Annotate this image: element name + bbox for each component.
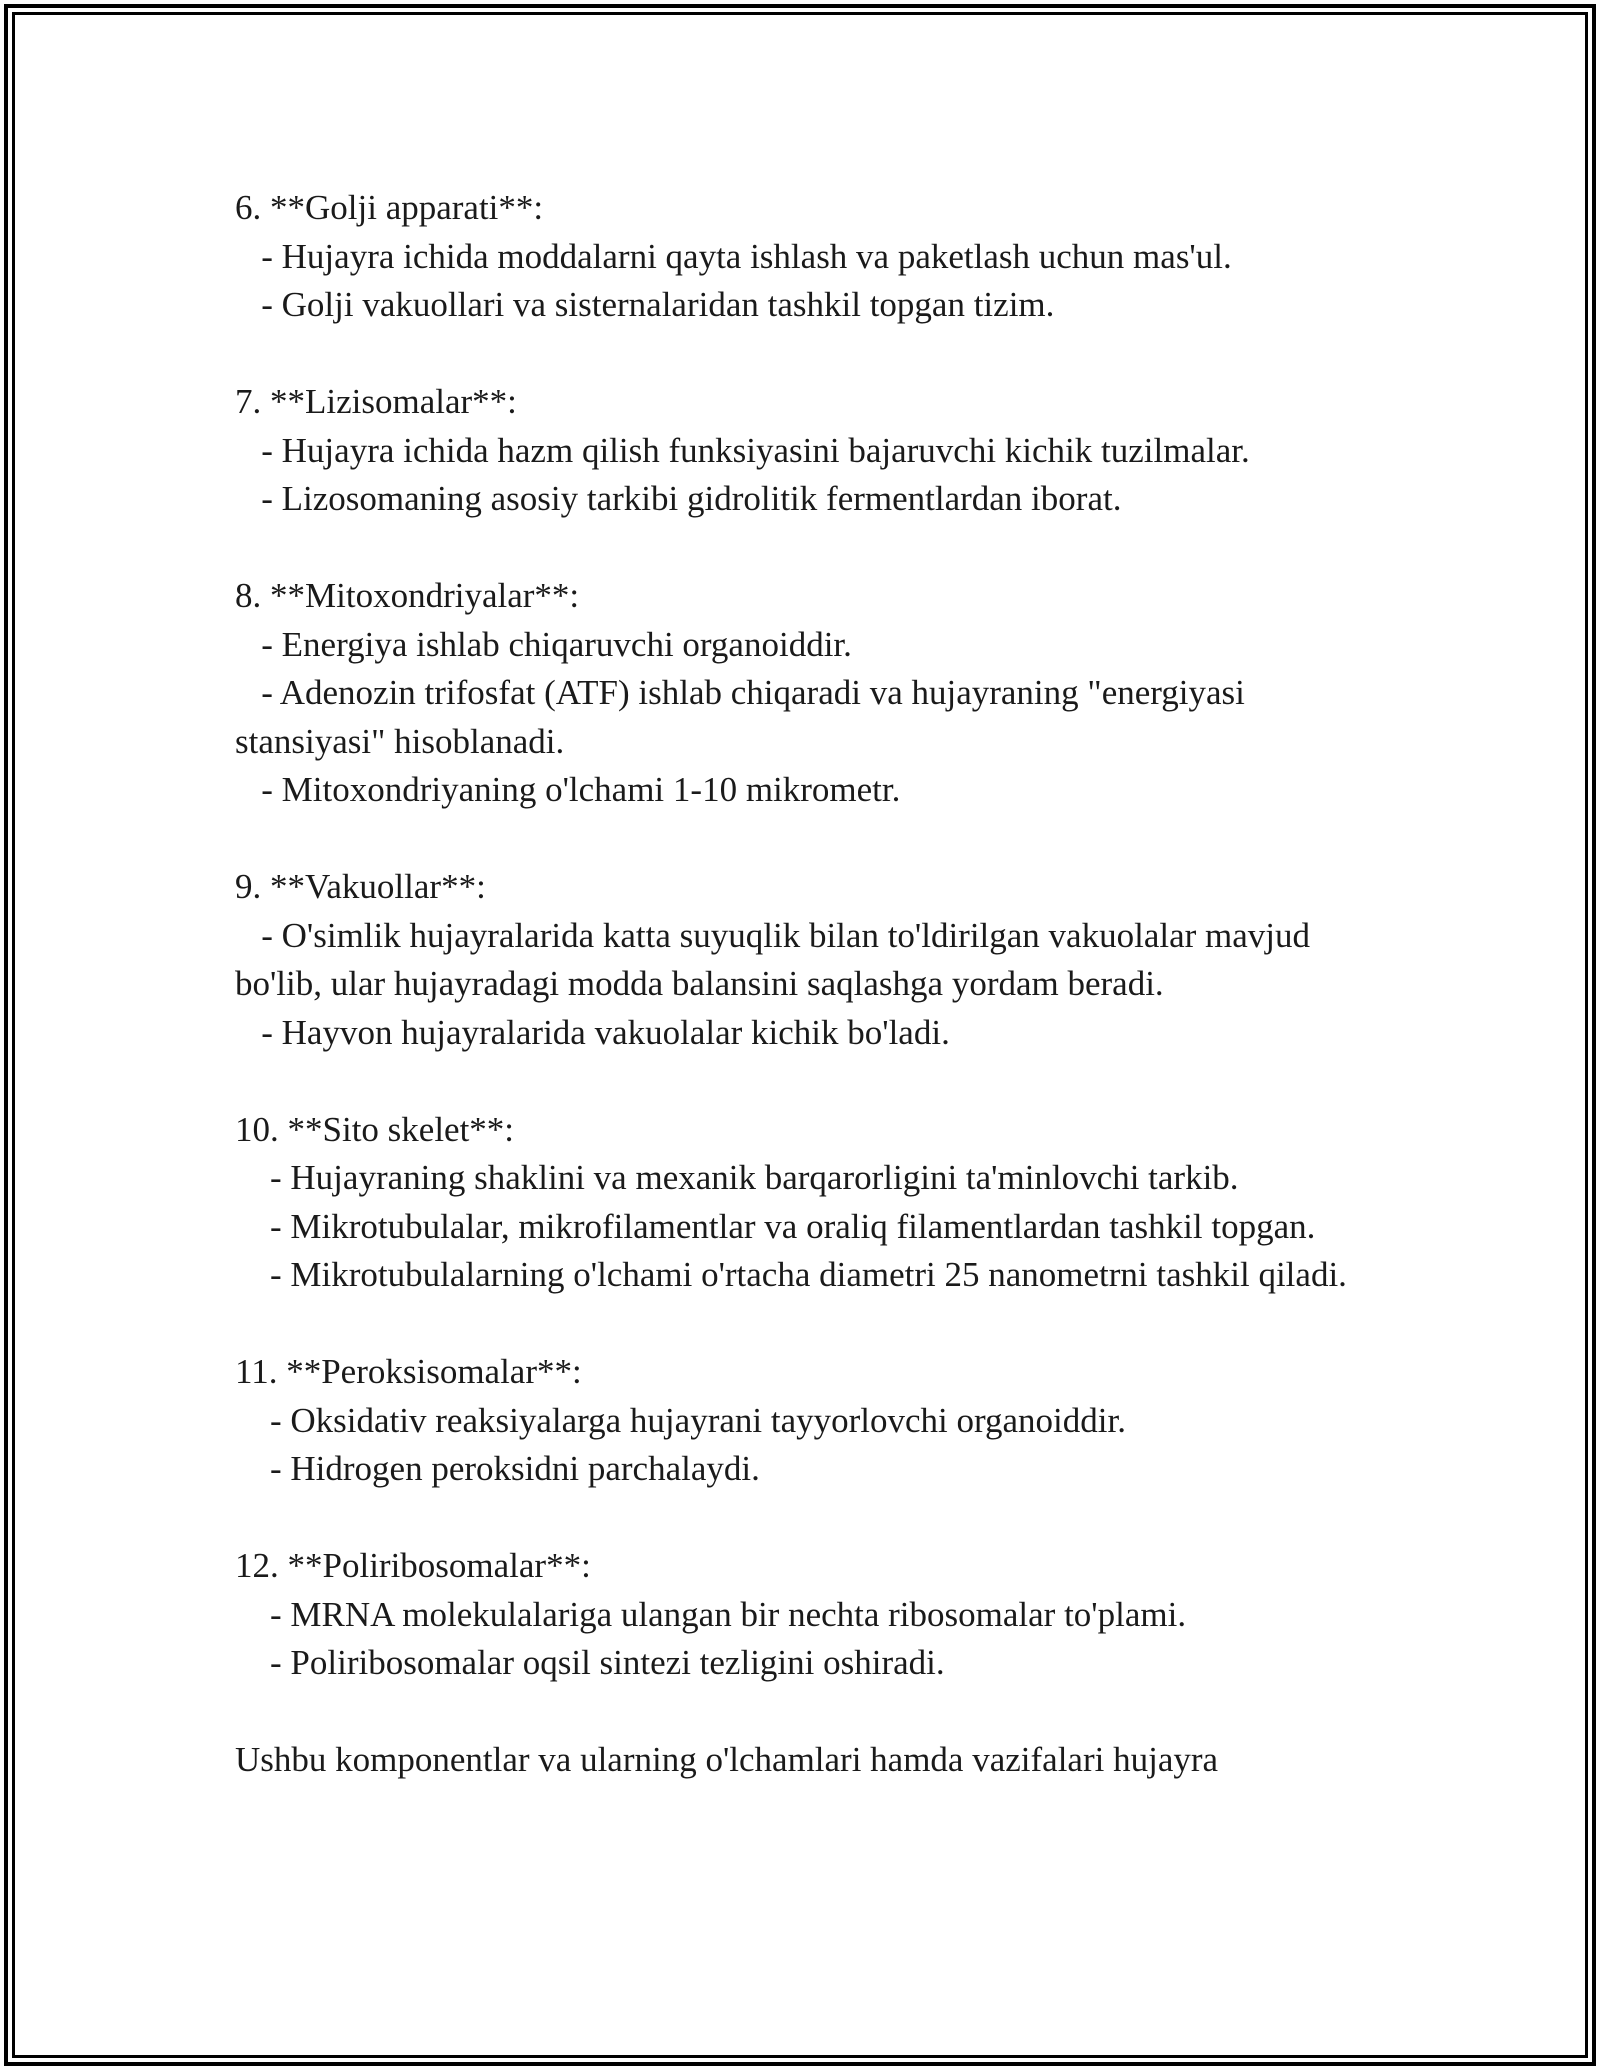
section-heading: 9. **Vakuollar**: [235,867,486,906]
bullet-line: - Hayvon hujayralarida vakuolalar kichik bo'ladi. [235,1012,950,1052]
bullet-line: - Adenozin trifosfat (ATF) ishlab chiqaradi va hujayraning "energiyasi stansiyasi" hisoblanadi. [235,673,1254,761]
bullet-line: - Mikrotubulalar, mikrofilamentlar va oraliq filamentlardan tashkil topgan. [235,1206,1316,1246]
section-golji [235,184,1375,330]
bullet-line: - Hidrogen peroksidni parchalaydi. [235,1449,760,1488]
section-heading: 6. **Golji apparati**: [235,188,544,227]
bullet-line: - Energiya ishlab chiqaruvchi organoiddir. [235,624,852,664]
section-mitoxondriyalar [235,572,1375,815]
document-body [235,184,1375,1785]
section-heading: 8. **Mitoxondriyalar**: [235,576,580,615]
bullet-line: - Hujayra ichida moddalarni qayta ishlash va paketlash uchun mas'ul. [235,236,1232,276]
bullet-line: - Oksidativ reaksiyalarga hujayrani tayyorlovchi organoiddir. [235,1400,1126,1440]
section-sito-skelet [235,1106,1375,1300]
section-poliribosomalar [235,1542,1375,1688]
bullet-line: - Hujayra ichida hazm qilish funksiyasini bajaruvchi kichik tuzilmalar. [235,430,1250,470]
bullet-line: - MRNA molekulalariga ulangan bir nechta ribosomalar to'plami. [235,1594,1187,1634]
section-lizisomalar [235,378,1375,524]
section-heading: 7. **Lizisomalar**: [235,382,517,421]
bullet-line: - Golji vakuollari va sisternalaridan tashkil topgan tizim. [235,285,1055,324]
bullet-line: - Poliribosomalar oqsil sintezi tezligini oshiradi. [235,1643,945,1682]
bullet-line: - Mitoxondriyaning o'lchami 1-10 mikrometr. [235,770,901,809]
section-vakuollar [235,863,1375,1057]
section-heading: 12. **Poliribosomalar**: [235,1546,591,1585]
bullet-line: - Lizosomaning asosiy tarkibi gidrolitik fermentlardan iborat. [235,479,1122,518]
bullet-line: - Mikrotubulalarning o'lchami o'rtacha diametri 25 nanometrni tashkil qiladi. [235,1255,1347,1294]
section-peroksisomalar [235,1348,1375,1494]
section-heading: 11. **Peroksisomalar**: [235,1352,582,1391]
section-heading: 10. **Sito skelet**: [235,1109,515,1149]
summary-paragraph: Ushbu komponentlar va ularning o'lchamlari hamda vazifalari hujayra [235,1740,1219,1779]
bullet-line: - Hujayraning shaklini va mexanik barqarorligini ta'minlovchi tarkib. [235,1158,1239,1197]
bullet-line: - O'simlik hujayralarida katta suyuqlik bilan to'ldirilgan vakuolalar mavjud bo'lib, ular hujayradagi modda balansini saqlashga yordam beradi. [235,915,1319,1003]
